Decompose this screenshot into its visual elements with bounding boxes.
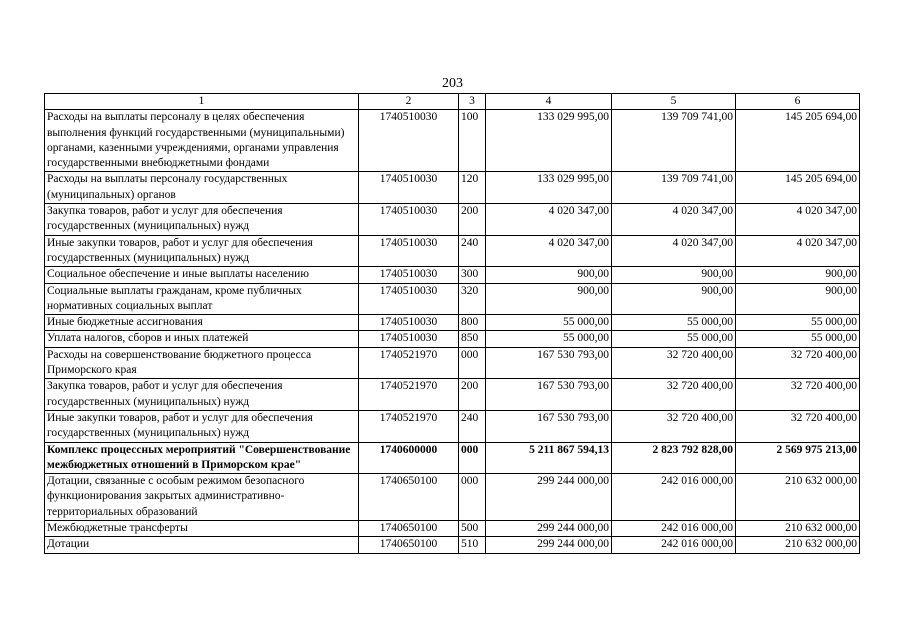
row-value-col4: 133 029 995,00 — [486, 110, 612, 172]
row-name-cell: Социальное обеспечение и иные выплаты населению — [45, 267, 359, 283]
row-kvr-cell: 240 — [459, 235, 486, 267]
table-body — [45, 110, 860, 553]
row-name-cell: Дотации — [45, 537, 359, 553]
table-row — [45, 331, 860, 347]
row-value-col6: 55 000,00 — [736, 331, 860, 347]
row-name-cell: Комплекс процессных мероприятий "Совершенствование межбюджетных отношений в Приморском крае" — [45, 442, 359, 474]
row-value-col6: 4 020 347,00 — [736, 204, 860, 236]
row-value-col5: 242 016 000,00 — [612, 537, 736, 553]
row-value-col6: 210 632 000,00 — [736, 521, 860, 537]
header-col-2: 2 — [359, 94, 459, 110]
row-code-cell: 1740510030 — [359, 331, 459, 347]
row-value-col5: 32 720 400,00 — [612, 410, 736, 442]
row-value-col6: 145 205 694,00 — [736, 172, 860, 204]
row-code-cell: 1740521970 — [359, 347, 459, 379]
row-kvr-cell: 240 — [459, 410, 486, 442]
row-value-col4: 4 020 347,00 — [486, 204, 612, 236]
row-name-cell: Иные бюджетные ассигнования — [45, 315, 359, 331]
row-value-col5: 139 709 741,00 — [612, 172, 736, 204]
row-code-cell: 1740600000 — [359, 442, 459, 474]
row-value-col5: 4 020 347,00 — [612, 204, 736, 236]
row-value-col5: 55 000,00 — [612, 315, 736, 331]
header-col-6: 6 — [736, 94, 860, 110]
row-value-col5: 32 720 400,00 — [612, 379, 736, 411]
row-value-col4: 900,00 — [486, 267, 612, 283]
row-code-cell: 1740650100 — [359, 537, 459, 553]
row-value-col4: 900,00 — [486, 283, 612, 315]
table-row — [45, 442, 860, 474]
row-name-cell: Расходы на совершенствование бюджетного процесса Приморского края — [45, 347, 359, 379]
table-row — [45, 537, 860, 553]
row-value-col5: 900,00 — [612, 267, 736, 283]
row-value-col4: 55 000,00 — [486, 331, 612, 347]
row-value-col5: 242 016 000,00 — [612, 521, 736, 537]
row-name-cell: Иные закупки товаров, работ и услуг для обеспечения государственных (муниципальных) нужд — [45, 235, 359, 267]
row-value-col5: 4 020 347,00 — [612, 235, 736, 267]
row-code-cell: 1740510030 — [359, 283, 459, 315]
table-row — [45, 347, 860, 379]
header-col-3: 3 — [459, 94, 486, 110]
row-name-cell: Закупка товаров, работ и услуг для обеспечения государственных (муниципальных) нужд — [45, 204, 359, 236]
row-name-cell: Дотации, связанные с особым режимом безопасного функционирования закрытых административно-территориальных образований — [45, 474, 359, 521]
row-value-col4: 167 530 793,00 — [486, 379, 612, 411]
row-kvr-cell: 200 — [459, 379, 486, 411]
row-kvr-cell: 000 — [459, 347, 486, 379]
row-value-col6: 4 020 347,00 — [736, 235, 860, 267]
row-value-col6: 32 720 400,00 — [736, 379, 860, 411]
row-value-col6: 32 720 400,00 — [736, 410, 860, 442]
row-code-cell: 1740510030 — [359, 204, 459, 236]
row-name-cell: Закупка товаров, работ и услуг для обеспечения государственных (муниципальных) нужд — [45, 379, 359, 411]
row-name-cell: Социальные выплаты гражданам, кроме публичных нормативных социальных выплат — [45, 283, 359, 315]
row-value-col4: 299 244 000,00 — [486, 521, 612, 537]
row-value-col6: 210 632 000,00 — [736, 474, 860, 521]
row-value-col6: 900,00 — [736, 267, 860, 283]
row-value-col5: 900,00 — [612, 283, 736, 315]
table-row — [45, 315, 860, 331]
row-value-col5: 139 709 741,00 — [612, 110, 736, 172]
table-row — [45, 521, 860, 537]
row-value-col4: 5 211 867 594,13 — [486, 442, 612, 474]
table-row — [45, 474, 860, 521]
row-kvr-cell: 800 — [459, 315, 486, 331]
table-row — [45, 410, 860, 442]
row-value-col6: 32 720 400,00 — [736, 347, 860, 379]
row-value-col4: 299 244 000,00 — [486, 537, 612, 553]
row-name-cell: Уплата налогов, сборов и иных платежей — [45, 331, 359, 347]
table-row — [45, 283, 860, 315]
row-code-cell: 1740650100 — [359, 474, 459, 521]
row-value-col4: 167 530 793,00 — [486, 347, 612, 379]
row-kvr-cell: 510 — [459, 537, 486, 553]
table-row — [45, 379, 860, 411]
row-code-cell: 1740510030 — [359, 172, 459, 204]
row-value-col4: 133 029 995,00 — [486, 172, 612, 204]
table-row — [45, 267, 860, 283]
page-number: 203 — [442, 76, 463, 91]
row-value-col6: 55 000,00 — [736, 315, 860, 331]
row-name-cell: Расходы на выплаты персоналу государственных (муниципальных) органов — [45, 172, 359, 204]
row-value-col5: 32 720 400,00 — [612, 347, 736, 379]
header-row — [45, 94, 860, 110]
row-kvr-cell: 120 — [459, 172, 486, 204]
table-row — [45, 204, 860, 236]
row-code-cell: 1740510030 — [359, 267, 459, 283]
row-kvr-cell: 000 — [459, 442, 486, 474]
row-value-col6: 145 205 694,00 — [736, 110, 860, 172]
table-row — [45, 235, 860, 267]
row-value-col5: 2 823 792 828,00 — [612, 442, 736, 474]
row-kvr-cell: 000 — [459, 474, 486, 521]
row-kvr-cell: 320 — [459, 283, 486, 315]
row-kvr-cell: 850 — [459, 331, 486, 347]
row-name-cell: Иные закупки товаров, работ и услуг для обеспечения государственных (муниципальных) нужд — [45, 410, 359, 442]
row-name-cell: Межбюджетные трансферты — [45, 521, 359, 537]
row-code-cell: 1740521970 — [359, 379, 459, 411]
row-value-col6: 900,00 — [736, 283, 860, 315]
table-row — [45, 110, 860, 172]
row-value-col4: 55 000,00 — [486, 315, 612, 331]
row-code-cell: 1740510030 — [359, 110, 459, 172]
row-value-col4: 299 244 000,00 — [486, 474, 612, 521]
row-kvr-cell: 100 — [459, 110, 486, 172]
row-code-cell: 1740510030 — [359, 315, 459, 331]
row-kvr-cell: 300 — [459, 267, 486, 283]
row-code-cell: 1740510030 — [359, 235, 459, 267]
row-code-cell: 1740521970 — [359, 410, 459, 442]
row-value-col6: 210 632 000,00 — [736, 537, 860, 553]
header-col-5: 5 — [612, 94, 736, 110]
row-name-cell: Расходы на выплаты персоналу в целях обеспечения выполнения функций государственными (муниципальными) органами, казенными учреждениями, органами управления государственными внебюджетными фондами — [45, 110, 359, 172]
row-value-col4: 4 020 347,00 — [486, 235, 612, 267]
row-value-col5: 55 000,00 — [612, 331, 736, 347]
row-value-col5: 242 016 000,00 — [612, 474, 736, 521]
header-col-1: 1 — [45, 94, 359, 110]
row-value-col6: 2 569 975 213,00 — [736, 442, 860, 474]
row-value-col4: 167 530 793,00 — [486, 410, 612, 442]
row-kvr-cell: 500 — [459, 521, 486, 537]
table-header — [45, 94, 860, 110]
row-code-cell: 1740650100 — [359, 521, 459, 537]
row-kvr-cell: 200 — [459, 204, 486, 236]
header-col-4: 4 — [486, 94, 612, 110]
table-row — [45, 172, 860, 204]
budget-table — [44, 93, 860, 554]
